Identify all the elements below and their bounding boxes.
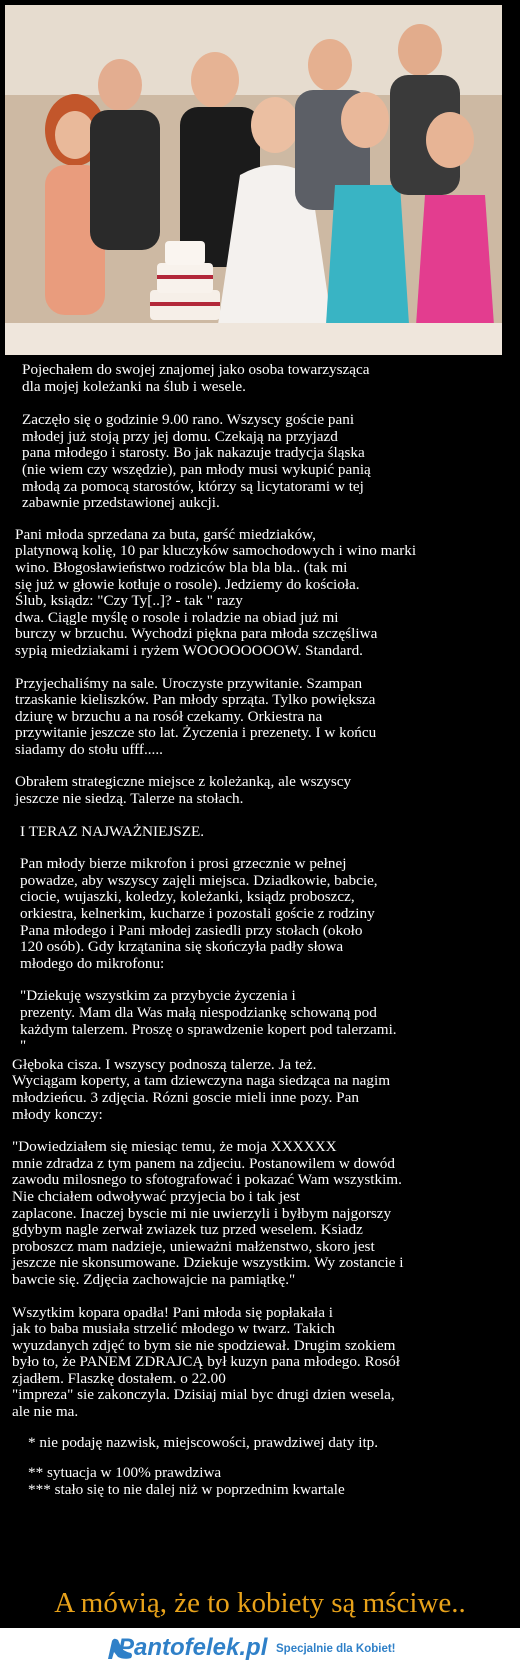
- slogan: Specjalnie dla Kobiet!: [276, 1643, 396, 1655]
- paragraph: "Dziekuję wszystkim za przybycie życzenia i prezenty. Mam dla Was małą niespodziankę schowaną pod każdym talerzem. Proszę o sprawdzenie kopert pod talerzami. ": [20, 987, 397, 1055]
- paragraph: Pan młody bierze mikrofon i prosi grzecznie w pełnej powadze, aby wszyscy zajęli miejsca. Dziadkowie, babcie, ciocie, wujaszki, koledzy, koleżanki, ksiądz proboszcz, orkiestra, kelnerkim, kucharze i pozostali goście z rodziny Pana młodego i Pani młodej zasiedli przy stołach (około 120 osób). Gdy krzątanina się skończyła padły słowa młodego do mikrofonu:: [20, 855, 378, 972]
- paragraph: Obrałem strategiczne miejsce z koleżanką, ale wszyscy jeszcze nie siedzą. Talerze na stołach.: [15, 773, 352, 808]
- paragraph: Głęboka cisza. I wszyscy podnoszą talerze. Ja też. Wyciągam koperty, a tam dziewczyna naga siedząca na nagim młodzieńcu. 3 zdjęcia. Rózni goscie mieli inne pozy. Pan młody konczy:: [12, 1055, 391, 1123]
- paragraph: ** sytuacja w 100% prawdziwa *** stało się to nie dalej niż w poprzednim kwartale: [28, 1464, 345, 1498]
- footer: [0, 1628, 520, 1670]
- paragraph: Zaczęło się o godzinie 9.00 rano. Wszyscy goście pani młodej już stoją przy jej domu. Czekają na przyjazd pana młodego i starosty. Bo jak nakazuje tradycja śląska (nie wiem czy wszędzie), pan młody musi wykupić panią młodą za pomocą starostów, którzy są licytatorami w tej zabawnie przedstawionej aukcji.: [22, 411, 371, 512]
- site-logo[interactable]: Pantofelek.pl: [118, 1634, 268, 1661]
- tagline: A mówią, że to kobiety są mściwe..: [54, 1587, 466, 1619]
- paragraph: Pojechałem do swojej znajomej jako osoba towarzysząca dla mojej koleżanki na ślub i wesele.: [22, 361, 370, 395]
- story-text: [0, 362, 520, 1498]
- paragraph: Pani młoda sprzedana za buta, garść miedziaków, platynową kolię, 10 par kluczyków samochodowych i wino marki wino. Błogosławieństwo rodziców bla bla bla.. (tak mi się już w głowie kotłuje o rosole). Jedziemy do kościoła. Ślub, ksiądz: "Czy Ty[..]? - tak " razy dwa. Ciągle myślę o rosole i roladzie na obiad już mi burczy w brzuchu. Wychodzi piękna para młoda szczęśliwa sypią miedziakami i ryżem WOOOOOOOOW. Standard.: [15, 525, 417, 659]
- paragraph: I TERAZ NAJWAŻNIEJSZE.: [20, 822, 205, 840]
- paragraph: Przyjechaliśmy na sale. Uroczyste przywitanie. Szampan trzaskanie kieliszków. Pan młody sprząta. Tylko powiększa dziurę w brzuchu a na rosół czekamy. Orkiestra na przywitanie jeszcze sto lat. Życzenia i prezenety. I w końcu siadamy do stołu ufff.....: [15, 674, 377, 758]
- paragraph: "Dowiedziałem się miesiąc temu, że moja XXXXXX mnie zdradza z tym panem na zdjeciu. Postanowilem w dowód zawodu milosnego to sfotografować i pokazać Wam wszystkim. Nie chciałem odwoływać przyjecia bo i tak jest zaplacone. Inaczej byscie mi nie uwierzyli i byłbym najgorszy gdybym nagle zerwał zwiazek tuz przed weselem. Ksiadz proboszcz mam nadzieje, unieważni małżenstwo, skoro jest jeszcze nie skonsumowane. Dziekuje wszystkim. Wy zostancie i bawcie się. Zdjęcia zachowajcie na pamiątkę.": [12, 1138, 404, 1288]
- wedding-photo: [5, 5, 502, 355]
- paragraph: * nie podaję nazwisk, miejscowości, prawdziwej daty itp.: [28, 1433, 379, 1451]
- paragraph: Wszytkim kopara opadła! Pani młoda się popłakała i jak to baba musiała strzelić młodego w twarz. Takich wyuzdanych zdjęć to bym sie nie spodziewał. Drugim szokiem było to, że PANEM ZDRAJCĄ był kuzyn pana młodego. Rosół zjadłem. Flaszkę dostałem. o 22.00 "impreza" sie zakonczyla. Dzisiaj mial byc drugi dzien wesela, ale nie ma.: [12, 1303, 400, 1421]
